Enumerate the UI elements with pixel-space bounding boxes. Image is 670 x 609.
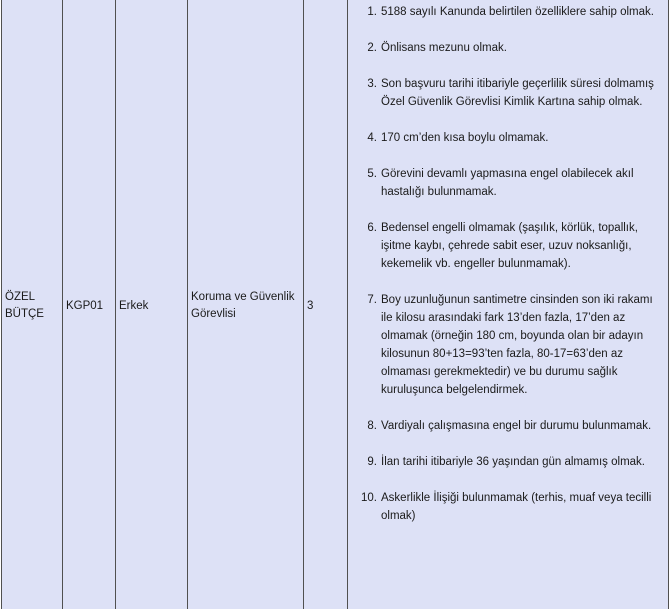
list-item xyxy=(356,291,658,399)
list-item xyxy=(356,453,658,471)
list-item-text: İlan tarihi itibariyle 36 yaşından gün almamış olmak. xyxy=(381,456,645,468)
list-item xyxy=(356,165,658,201)
list-item-text: Görevini devamlı yapmasına engel olabilecek akıl hastalığı bulunmamak. xyxy=(381,168,634,198)
list-item-number: 6. xyxy=(367,222,377,234)
list-item xyxy=(356,129,658,147)
list-item-number: 5. xyxy=(367,168,377,180)
budget-cell: ÖZEL BÜTÇE xyxy=(2,0,63,609)
list-item-text: Önlisans mezunu olmak. xyxy=(381,42,507,54)
list-item-number: 3. xyxy=(367,78,377,90)
list-item-number: 10. xyxy=(361,492,377,504)
list-item-text: 5188 sayılı Kanunda belirtilen özelliklere sahip olmak. xyxy=(381,6,654,18)
list-item-number: 7. xyxy=(367,294,377,306)
list-item xyxy=(356,417,658,435)
list-item xyxy=(356,489,658,525)
position-code-cell: KGP01 xyxy=(63,0,116,609)
list-item-text: Askerlikle İlişiği bulunmamak (terhis, muaf veya tecilli olmak) xyxy=(381,492,652,522)
list-item-number: 8. xyxy=(367,420,377,432)
list-item-number: 4. xyxy=(367,132,377,144)
list-item xyxy=(356,3,658,21)
list-item-text: 170 cm’den kısa boylu olmamak. xyxy=(381,132,549,144)
job-table xyxy=(1,0,669,609)
list-item-number: 9. xyxy=(367,456,377,468)
requirements-list xyxy=(356,3,658,525)
list-item-text: Bedensel engelli olmamak (şaşılık, körlük, topallık, işitme kaybı, çehrede sabit eser, uzuv noksanlığı, kekemelik vb. engeller bulunmamak). xyxy=(381,222,638,270)
list-item-text: Vardiyalı çalışmasına engel bir durumu bulunmamak. xyxy=(381,420,652,432)
list-item-number: 2. xyxy=(367,42,377,54)
requirements-cell xyxy=(348,0,669,609)
table-row xyxy=(2,0,669,609)
list-item xyxy=(356,219,658,273)
list-item xyxy=(356,75,658,111)
quota-cell: 3 xyxy=(304,0,348,609)
list-item-text: Son başvuru tarihi itibariyle geçerlilik süresi dolmamış Özel Güvenlik Görevlisi Kimlik Kartına sahip olmak. xyxy=(381,78,654,108)
list-item-number: 1. xyxy=(367,6,377,18)
list-item-text: Boy uzunluğunun santimetre cinsinden son iki rakamı ile kilosu arasındaki fark 13’den fazla, 17’den az olmamak (örneğin 180 cm, boyunda olan bir adayın kilosunun 80+13=93’ten fazla, 80-17=63’den az olmaması gerekmektedir) ve bu durumu sağlık kuruluşunca belgelendirmek. xyxy=(381,294,653,396)
position-title-cell: Koruma ve Güvenlik Görevlisi xyxy=(188,0,304,609)
gender-cell: Erkek xyxy=(116,0,188,609)
list-item xyxy=(356,39,658,57)
